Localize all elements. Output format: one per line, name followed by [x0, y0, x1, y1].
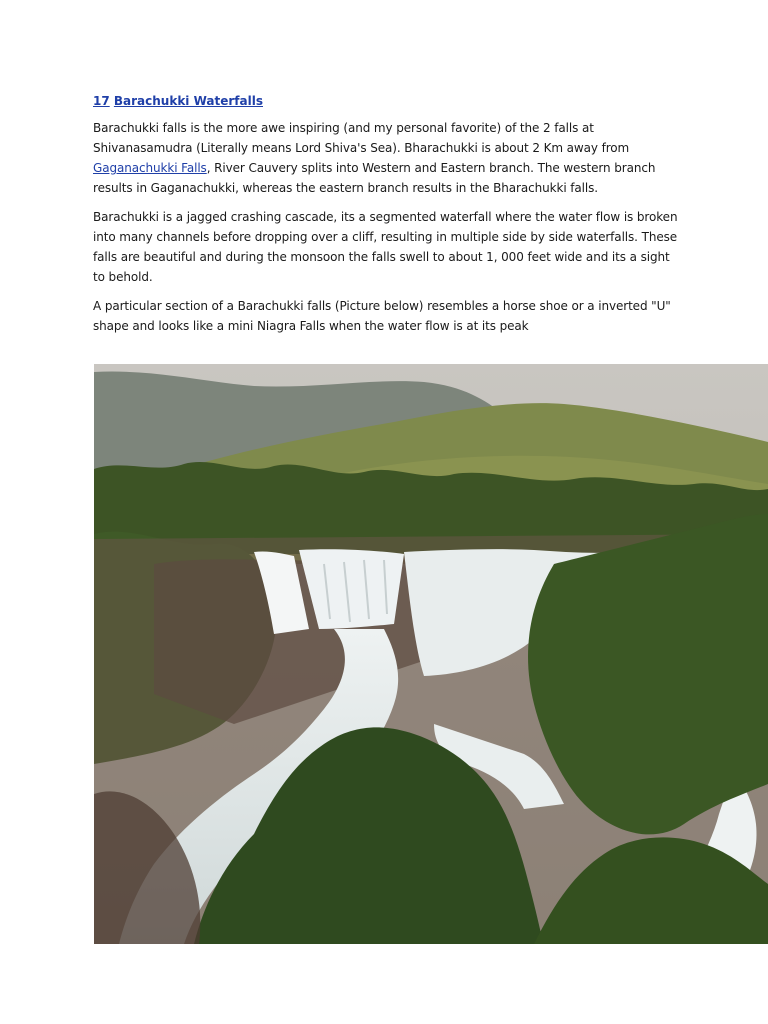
paragraph-intro-text-start: Barachukki falls is the more awe inspiring (and my personal favorite) of the 2 falls at Shivanasamudra (Literally means Lord Shiva's Sea). Bharachukki is about 2 Km away from	[93, 121, 630, 155]
document-body	[93, 92, 683, 345]
gaganachukki-falls-link[interactable]: Gaganachukki Falls	[93, 161, 207, 175]
section-number-link[interactable]: 17	[93, 94, 110, 108]
section-title-link[interactable]: Barachukki Waterfalls	[113, 94, 263, 108]
paragraph-horseshoe: A particular section of a Barachukki falls (Picture below) resembles a horse shoe or a inverted "U" shape and looks like a mini Niagra Falls when the water flow is at its peak	[93, 299, 671, 333]
section-heading	[93, 92, 683, 112]
waterfall-photo	[94, 364, 768, 944]
waterfall-illustration	[94, 364, 768, 944]
paragraph-cascade: Barachukki is a jagged crashing cascade, its a segmented waterfall where the water flow is broken into many channels before dropping over a cliff, resulting in multiple side by side waterfalls. These falls are beautiful and during the monsoon the falls swell to about 1, 000 feet wide and its a sight to behold.	[93, 210, 678, 284]
paragraph-intro-text-end: , River Cauvery splits into Western and Eastern branch. The western branch results in Gaganachukki, whereas the eastern branch results in the Bharachukki falls.	[93, 161, 656, 195]
paragraph-intro	[93, 118, 683, 198]
